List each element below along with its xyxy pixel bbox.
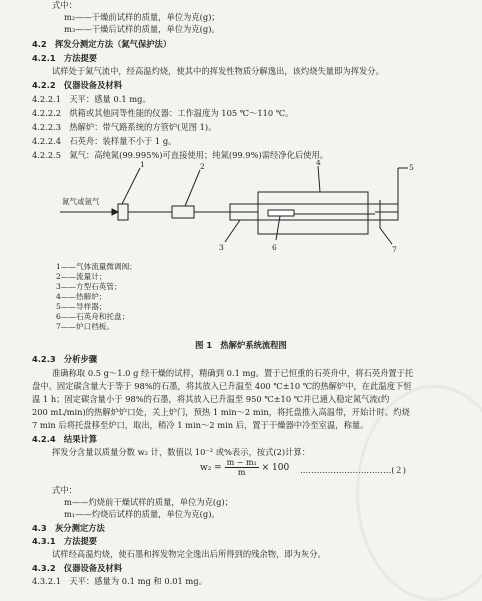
callout-6: 6 <box>272 243 277 252</box>
volatile-formula <box>200 458 289 477</box>
legend-item-1: 1——气体流量微调阀； <box>56 262 137 271</box>
where-label-2: 式中： <box>52 485 77 495</box>
item-4-2-2-5: 4.2.2.5 氮气：高纯氮(99.995%)可直接使用；纯氮(99.9%)需经净化后使用。 <box>32 150 329 160</box>
legend-item-3: 3——方型石英管； <box>56 282 122 291</box>
callout-4: 4 <box>316 160 321 167</box>
figure-1-caption: 图 1 热解炉系统流程图 <box>195 340 287 350</box>
section-4-3-heading: 4.3 灰分测定方法 <box>32 523 105 533</box>
item-4-2-2-4: 4.2.2.4 石英舟：装样量不小于 1 g。 <box>32 136 177 146</box>
procedure-line-2: 盘中。固定碳含量大于等于 98%的石墨，将其放入已升温至 400 ℃±10 ℃的热解炉中，在此温度下恒 <box>32 381 412 391</box>
var-m-def: m——灼烧前干燥试样的质量，单位为克(g)； <box>64 497 233 507</box>
callout-3: 3 <box>219 243 224 252</box>
quartz-boat <box>268 210 294 216</box>
var-m2-def: m₂——干燥前试样的质量，单位为克(g)； <box>64 12 220 22</box>
section-4-2-3-heading: 4.2.3 分析步骤 <box>32 354 98 364</box>
item-4-3-2-1: 4.3.2.1 天平：感量为 0.1 mg 和 0.01 mg。 <box>32 576 207 586</box>
section-4-3-1-text: 试样经高温灼烧，使石墨和挥发物完全逸出后所得到的残余物，即为灰分。 <box>52 549 326 559</box>
legend-item-2: 2——流量计； <box>56 272 107 281</box>
where-label: 式中： <box>52 0 77 10</box>
formula-numerator: m − m₁ <box>226 458 257 467</box>
equation-number: ……………………………(２) <box>300 465 407 475</box>
formula-denominator: m <box>237 468 246 477</box>
var-m1-def: m₁——灼烧后试样的质量，单位为克(g)。 <box>64 509 220 519</box>
legend-item-7: 7——炉口档板。 <box>56 322 114 331</box>
procedure-line-4: 200 mL/min)的热解炉炉口处，关上炉门，预热 1 min～2 min，将托盘推入高温带，开始计时。灼烧 <box>32 407 410 417</box>
section-4-2-2-heading: 4.2.2 仪器设备及材料 <box>32 80 122 90</box>
section-4-2-1-text: 试样处于氮气流中，经高温灼烧，使其中的挥发性物质分解逸出，该灼烧失量即为挥发分。 <box>52 66 384 76</box>
legend-item-5: 5——导样器； <box>56 302 107 311</box>
callout-7: 7 <box>392 245 397 254</box>
callout-5: 5 <box>409 163 414 172</box>
pyrolysis-furnace-diagram <box>0 160 482 260</box>
procedure-line-1: 准确称取 0.5 g～1.0 g 经干燥的试样，精确到 0.1 mg。置于已恒重的石英舟中，将石英舟置于托 <box>52 368 414 378</box>
section-4-2-4-heading: 4.2.4 结果计算 <box>32 434 98 444</box>
legend-item-4: 4——热解炉； <box>56 292 107 301</box>
item-4-2-2-3: 4.2.2.3 热解炉：带气路系统的方管炉(见图 1)。 <box>32 122 217 132</box>
flow-valve <box>118 204 128 220</box>
item-4-2-2-2: 4.2.2.2 烘箱或其他同等性能的仪器：工作温度为 105 ℃～110 ℃。 <box>32 108 294 118</box>
procedure-line-5: 7 min 后将托盘移至炉口，取出，稍冷 1 min～2 min 后，置于干燥器中冷至室温，称量。 <box>32 420 369 430</box>
result-calc-intro: 挥发分含量以质量分数 w₂ 计，数值以 10⁻² 或%表示，按式(2)计算： <box>52 447 311 457</box>
formula-fraction <box>225 458 259 477</box>
section-4-2-1-heading: 4.2.1 方法提要 <box>32 53 98 63</box>
section-4-3-2-heading: 4.3.2 仪器设备及材料 <box>32 563 122 573</box>
flow-meter <box>172 206 194 218</box>
legend-item-6: 6——石英舟和托盘； <box>56 312 130 321</box>
section-4-2-heading: 4.2 挥发分测定方法（氮气保护法） <box>32 39 172 49</box>
callout-1: 1 <box>140 160 145 169</box>
formula-lhs: w₂ = <box>200 463 225 473</box>
gas-inlet-label: 氮气或氩气 <box>62 197 100 206</box>
item-4-2-2-1: 4.2.2.1 天平：感量 0.1 mg。 <box>32 94 151 104</box>
formula-rhs: × 100 <box>261 463 290 473</box>
procedure-line-3: 温 1 h；固定碳含量小于 98%的石墨，将其放入已升温至 950 ℃±10 ℃并已通入稳定氮气流(约 <box>32 394 390 404</box>
section-4-3-1-heading: 4.3.1 方法提要 <box>32 536 98 546</box>
callout-2: 2 <box>200 162 205 171</box>
var-m3-def: m₃——干燥后试样的质量，单位为克(g)。 <box>64 24 220 34</box>
